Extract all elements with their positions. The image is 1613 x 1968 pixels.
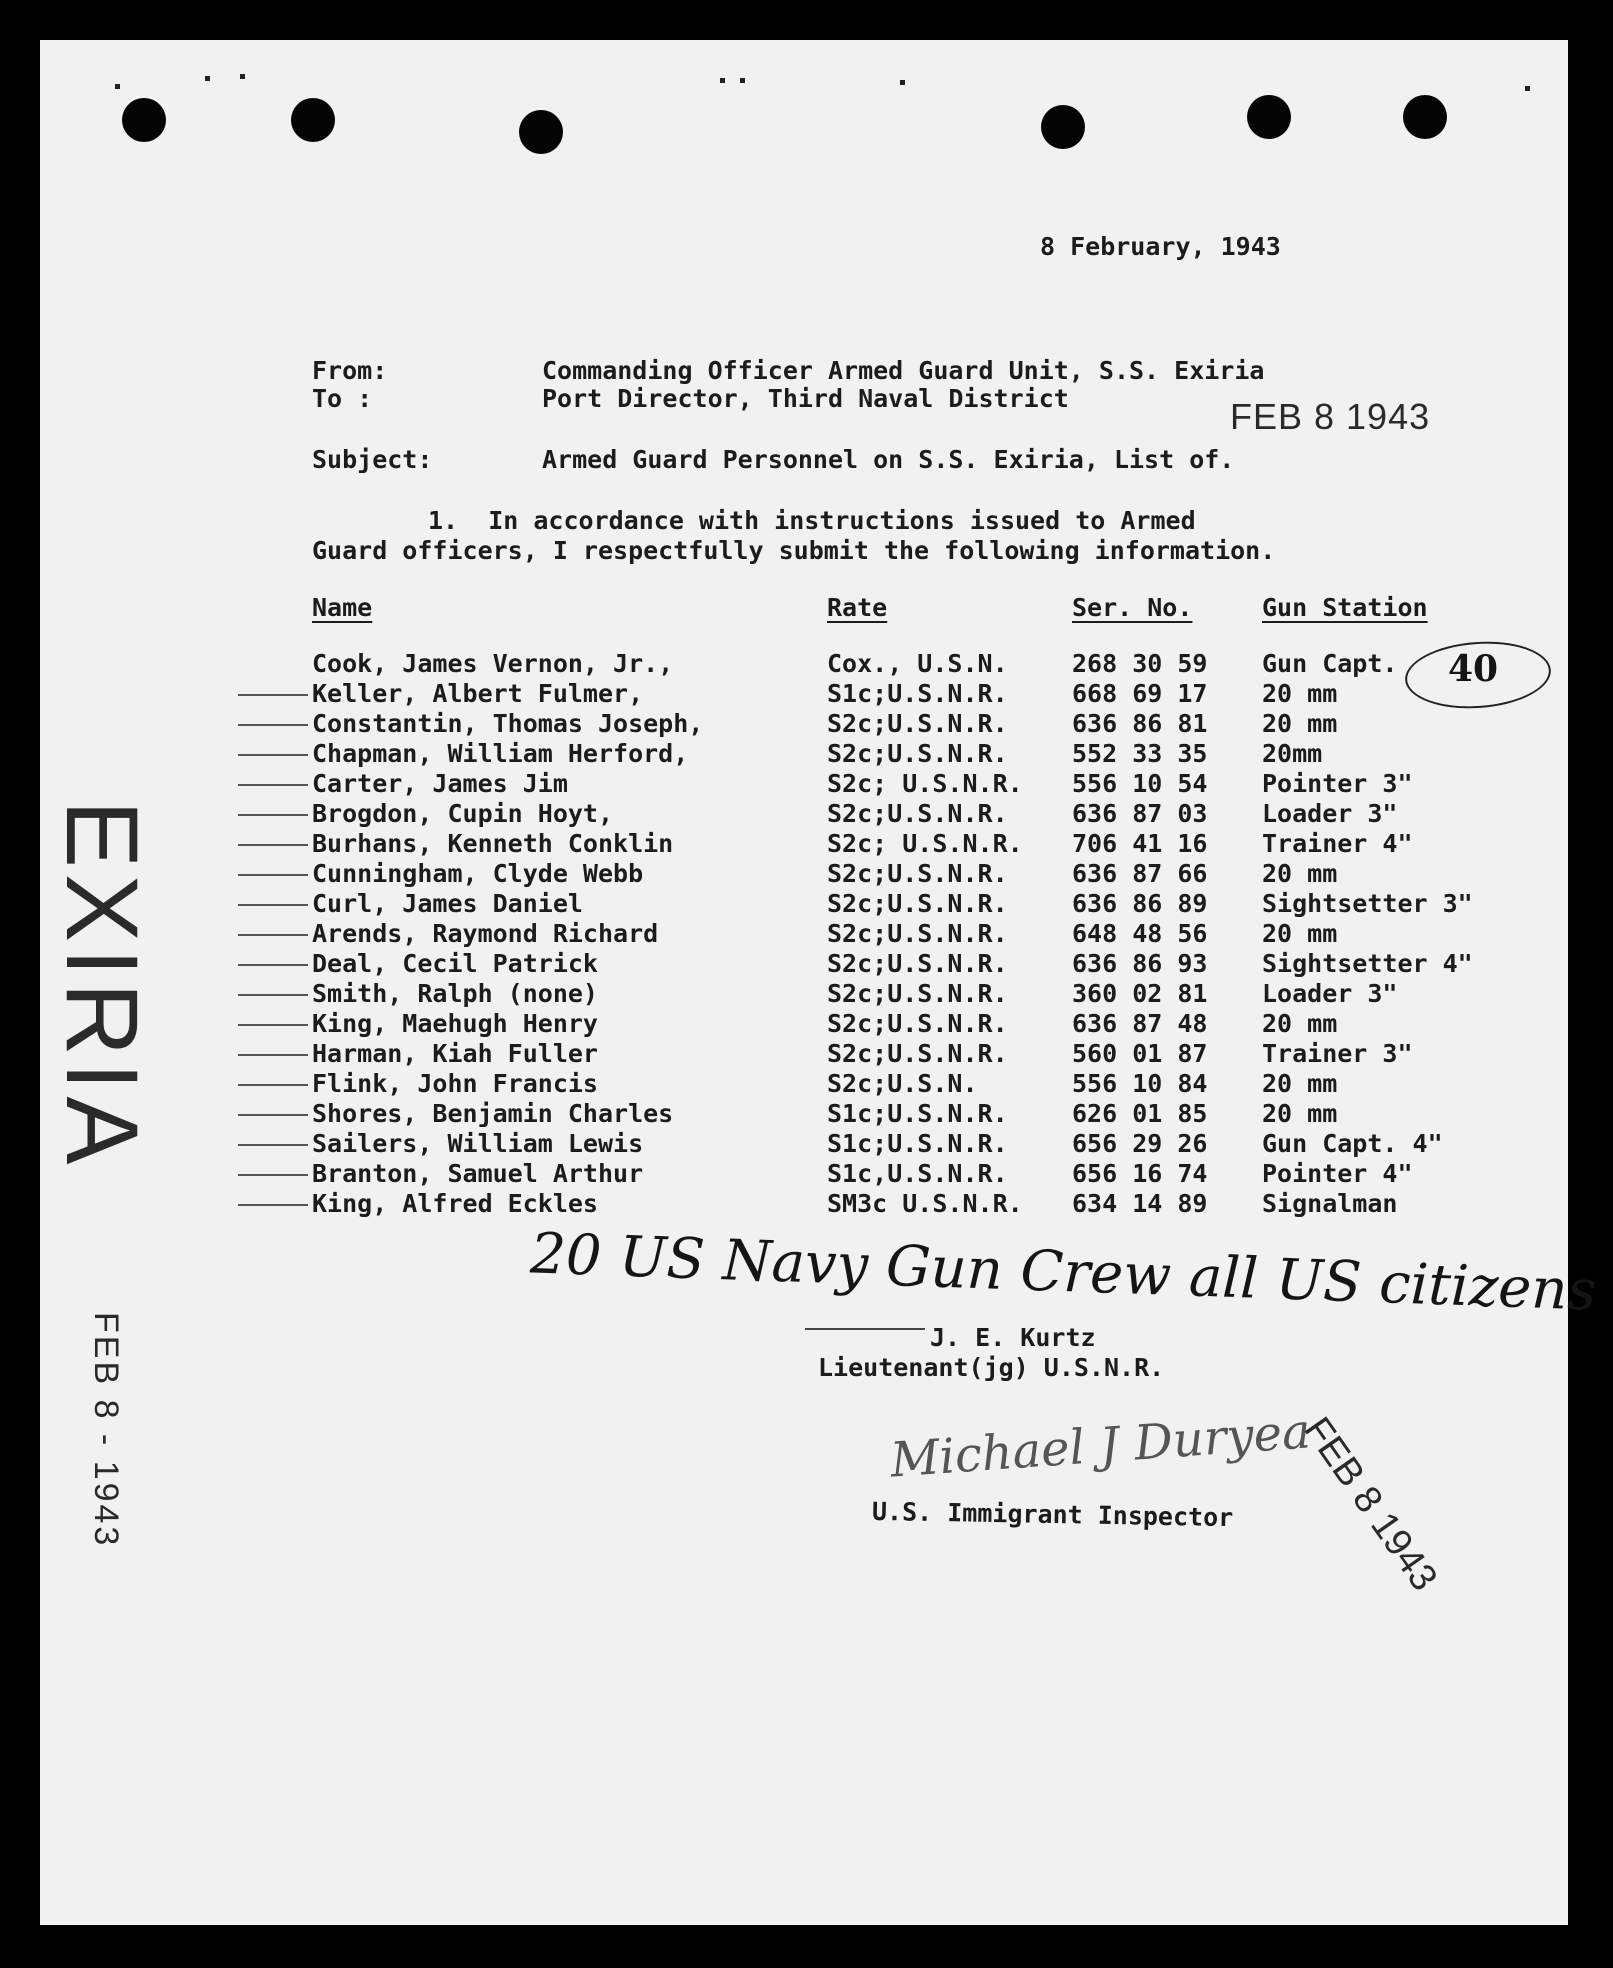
- cell-rate: S2c;U.S.N.R.: [827, 858, 1008, 888]
- cell-rate: Cox., U.S.N.: [827, 648, 1008, 678]
- cell-name: Brogdon, Cupin Hoyt,: [312, 798, 614, 828]
- cell-name: Sailers, William Lewis: [312, 1128, 644, 1158]
- received-date-stamp: FEB 8 1943: [1230, 396, 1431, 437]
- speck: [115, 84, 120, 89]
- cell-serial: 560 01 87: [1072, 1038, 1208, 1068]
- cell-serial: 626 01 85: [1072, 1098, 1208, 1128]
- tick-mark: [238, 754, 308, 756]
- cell-serial: 556 10 84: [1072, 1068, 1208, 1098]
- table-row: [312, 948, 1473, 978]
- inspector-signature: Michael J Duryea: [888, 1403, 1313, 1489]
- cell-station: Loader 3": [1262, 978, 1398, 1008]
- table-row: [312, 1008, 1473, 1038]
- tick-mark: [238, 1174, 308, 1176]
- cell-serial: 636 87 03: [1072, 798, 1208, 828]
- cell-name: Flink, John Francis: [312, 1068, 598, 1098]
- cell-name: Constantin, Thomas Joseph,: [312, 708, 704, 738]
- cell-rate: S1c;U.S.N.R.: [827, 1128, 1008, 1158]
- table-row: [312, 1068, 1473, 1098]
- margin-date-stamp: FEB 8 - 1943: [87, 1312, 125, 1549]
- cell-serial: 656 16 74: [1072, 1158, 1208, 1188]
- cell-rate: S2c;U.S.N.R.: [827, 1008, 1008, 1038]
- cell-station: Gun Capt.: [1262, 648, 1398, 678]
- speck: [205, 76, 210, 81]
- tick-mark: [238, 874, 308, 876]
- table-row: [312, 1188, 1473, 1218]
- cell-station: 20 mm: [1262, 708, 1338, 738]
- cell-name: Branton, Samuel Arthur: [312, 1158, 644, 1188]
- table-row: [312, 1158, 1473, 1188]
- tick-mark: [238, 994, 308, 996]
- cell-rate: S2c;U.S.N.R.: [827, 978, 1008, 1008]
- cell-serial: 634 14 89: [1072, 1188, 1208, 1218]
- cell-name: Smith, Ralph (none): [312, 978, 598, 1008]
- table-row: [312, 738, 1473, 768]
- paragraph-line-1: 1. In accordance with instructions issued to Armed: [428, 506, 1196, 535]
- inspector-date-stamp: FEB 8 1943: [1295, 1410, 1446, 1599]
- cell-station: Loader 3": [1262, 798, 1398, 828]
- cell-name: Cunningham, Clyde Webb: [312, 858, 644, 888]
- cell-station: Pointer 4": [1262, 1158, 1413, 1188]
- cell-rate: S2c;U.S.N.R.: [827, 918, 1008, 948]
- cell-name: Harman, Kiah Fuller: [312, 1038, 598, 1068]
- table-row: [312, 888, 1473, 918]
- cell-serial: 636 87 48: [1072, 1008, 1208, 1038]
- signature-line: [805, 1328, 925, 1330]
- cell-rate: S2c;U.S.N.R.: [827, 1038, 1008, 1068]
- cell-serial: 636 86 93: [1072, 948, 1208, 978]
- column-header-gun-station: Gun Station: [1262, 592, 1428, 622]
- table-header-row: [312, 592, 1473, 648]
- cell-station: Sightsetter 4": [1262, 948, 1473, 978]
- table-row: [312, 1098, 1473, 1128]
- punch-hole: [122, 98, 166, 142]
- cell-name: Curl, James Daniel: [312, 888, 583, 918]
- cell-name: Chapman, William Herford,: [312, 738, 689, 768]
- tick-mark: [238, 1024, 308, 1026]
- cell-station: 20 mm: [1262, 678, 1338, 708]
- tick-mark: [238, 1144, 308, 1146]
- cell-serial: 556 10 54: [1072, 768, 1208, 798]
- cell-station: Sightsetter 3": [1262, 888, 1473, 918]
- handwritten-note: 20 US Navy Gun Crew all US citizens: [529, 1221, 1598, 1324]
- cell-name: Deal, Cecil Patrick: [312, 948, 598, 978]
- tick-mark: [238, 934, 308, 936]
- tick-mark: [238, 1204, 308, 1206]
- table-row: [312, 918, 1473, 948]
- punch-hole: [519, 110, 563, 154]
- cell-station: Trainer 3": [1262, 1038, 1413, 1068]
- to-value: Port Director, Third Naval District: [542, 384, 1069, 413]
- inspector-title: U.S. Immigrant Inspector: [871, 1496, 1234, 1533]
- punch-hole: [1247, 95, 1291, 139]
- cell-rate: S2c;U.S.N.: [827, 1068, 978, 1098]
- cell-rate: S2c; U.S.N.R.: [827, 768, 1023, 798]
- table-row: [312, 798, 1473, 828]
- cell-name: Arends, Raymond Richard: [312, 918, 659, 948]
- column-header-name: Name: [312, 592, 373, 622]
- cell-serial: 552 33 35: [1072, 738, 1208, 768]
- cell-rate: S2c;U.S.N.R.: [827, 888, 1008, 918]
- cell-serial: 706 41 16: [1072, 828, 1208, 858]
- tick-mark: [238, 1084, 308, 1086]
- speck: [240, 74, 245, 79]
- speck: [900, 80, 905, 85]
- tick-mark: [238, 1054, 308, 1056]
- cell-rate: S2c;U.S.N.R.: [827, 948, 1008, 978]
- table-row: [312, 978, 1473, 1008]
- cell-name: Carter, James Jim: [312, 768, 568, 798]
- tick-mark: [238, 844, 308, 846]
- cell-rate: S1c,U.S.N.R.: [827, 1158, 1008, 1188]
- cell-serial: 268 30 59: [1072, 648, 1208, 678]
- personnel-table: [312, 592, 1473, 1218]
- table-row: [312, 768, 1473, 798]
- table-row: [312, 648, 1473, 678]
- cell-rate: S2c;U.S.N.R.: [827, 798, 1008, 828]
- cell-name: Burhans, Kenneth Conklin: [312, 828, 674, 858]
- cell-rate: S1c;U.S.N.R.: [827, 678, 1008, 708]
- punch-hole: [291, 98, 335, 142]
- cell-station: 20 mm: [1262, 918, 1338, 948]
- tick-mark: [238, 694, 308, 696]
- cell-rate: SM3c U.S.N.R.: [827, 1188, 1023, 1218]
- tick-mark: [238, 814, 308, 816]
- tick-mark: [238, 904, 308, 906]
- cell-station: Pointer 3": [1262, 768, 1413, 798]
- to-label: To :: [312, 384, 373, 413]
- table-row: [312, 858, 1473, 888]
- cell-station: 20 mm: [1262, 1008, 1338, 1038]
- document-date: 8 February, 1943: [1040, 232, 1281, 261]
- cell-serial: 636 86 89: [1072, 888, 1208, 918]
- cell-serial: 636 86 81: [1072, 708, 1208, 738]
- tick-mark: [238, 724, 308, 726]
- tick-mark: [238, 784, 308, 786]
- cell-station: 20mm: [1262, 738, 1323, 768]
- from-value: Commanding Officer Armed Guard Unit, S.S. Exiria: [542, 356, 1265, 385]
- speck: [1525, 86, 1530, 91]
- column-header-rate: Rate: [827, 592, 888, 622]
- cell-serial: 648 48 56: [1072, 918, 1208, 948]
- cell-station: 20 mm: [1262, 1068, 1338, 1098]
- cell-station: Gun Capt. 4": [1262, 1128, 1443, 1158]
- cell-station: Trainer 4": [1262, 828, 1413, 858]
- punch-hole: [1403, 95, 1447, 139]
- speck: [720, 78, 725, 83]
- subject-value: Armed Guard Personnel on S.S. Exiria, List of.: [542, 445, 1235, 474]
- table-row: [312, 828, 1473, 858]
- speck: [740, 78, 745, 83]
- cell-rate: S2c;U.S.N.R.: [827, 738, 1008, 768]
- officer-title: Lieutenant(jg) U.S.N.R.: [818, 1353, 1165, 1382]
- cell-name: Shores, Benjamin Charles: [312, 1098, 674, 1128]
- cell-serial: 656 29 26: [1072, 1128, 1208, 1158]
- tick-mark: [238, 964, 308, 966]
- cell-name: King, Alfred Eckles: [312, 1188, 598, 1218]
- subject-label: Subject:: [312, 445, 433, 474]
- cell-serial: 360 02 81: [1072, 978, 1208, 1008]
- cell-station: 20 mm: [1262, 1098, 1338, 1128]
- cell-station: 20 mm: [1262, 858, 1338, 888]
- from-label: From:: [312, 356, 388, 385]
- cell-serial: 636 87 66: [1072, 858, 1208, 888]
- punch-hole: [1041, 105, 1085, 149]
- paragraph-line-2: Guard officers, I respectfully submit the following information.: [312, 536, 1276, 565]
- margin-ship-stamp: EXIRIA: [45, 800, 159, 1171]
- table-row: [312, 708, 1473, 738]
- table-row: [312, 678, 1473, 708]
- cell-name: Keller, Albert Fulmer,: [312, 678, 644, 708]
- cell-rate: S2c;U.S.N.R.: [827, 708, 1008, 738]
- column-header-serial: Ser. No.: [1072, 592, 1193, 622]
- cell-serial: 668 69 17: [1072, 678, 1208, 708]
- cell-rate: S2c; U.S.N.R.: [827, 828, 1023, 858]
- circled-count: 40: [1448, 648, 1499, 690]
- cell-name: Cook, James Vernon, Jr.,: [312, 648, 674, 678]
- cell-name: King, Maehugh Henry: [312, 1008, 598, 1038]
- table-row: [312, 1038, 1473, 1068]
- officer-name: J. E. Kurtz: [930, 1323, 1096, 1352]
- tick-mark: [238, 1114, 308, 1116]
- table-row: [312, 1128, 1473, 1158]
- cell-rate: S1c;U.S.N.R.: [827, 1098, 1008, 1128]
- cell-station: Signalman: [1262, 1188, 1398, 1218]
